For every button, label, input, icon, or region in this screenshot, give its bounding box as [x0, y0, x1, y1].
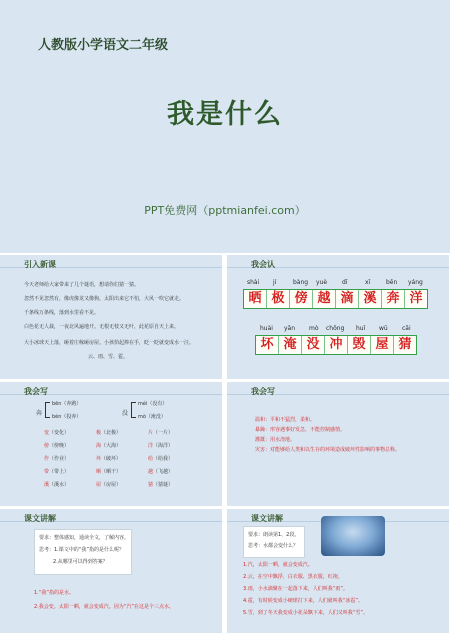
word-cell: 给（给我）	[148, 456, 174, 462]
pinyin: yáng	[408, 279, 423, 286]
polyphone-word: méi（没有）	[138, 401, 168, 407]
hanzi-char: 极	[267, 290, 290, 308]
pinyin: bēn	[386, 279, 398, 286]
answer-line: 1.“我”指的是水。	[34, 590, 74, 596]
word-cell: 作（作业）	[44, 456, 70, 462]
answer-line: 1.汽，太阳一晒，就会变成汽。	[243, 562, 313, 568]
riddle-answer: 云、雨、雪、雹。	[88, 354, 129, 360]
hanzi-char: 傍	[290, 290, 313, 308]
hanzi-char: 奔	[382, 290, 405, 308]
requirement-line: 要求：整体感知，通读全文，了解内容。	[39, 535, 130, 541]
word-cell: 溪（溪水）	[44, 482, 70, 488]
pinyin: huǐ	[356, 325, 366, 332]
definition-line: 暴躁：形容遇事好发急，不能控制感情。	[255, 427, 346, 433]
hanzi-char: 猜	[398, 337, 412, 352]
word-cell: 猜（猜谜）	[148, 482, 174, 488]
hanzi-char: 没	[302, 336, 325, 354]
answer-line: 3.雨，小水滴聚在一起落下来，人们叫我“雨”。	[243, 586, 348, 592]
title-slide[interactable]	[0, 0, 450, 253]
pinyin: jí	[273, 279, 277, 286]
definition-line: 灾害：对能够给人类和以生存的环境造成破坏性影响的事物总称。	[255, 447, 401, 453]
word-cell: 片（一片）	[148, 430, 174, 436]
polyphone-char: 没	[122, 410, 129, 417]
intro-line: 今天老师给大家带来了几个谜语，想请你们猜一猜。	[24, 282, 140, 288]
polyphone-word: bèn（投奔）	[52, 414, 82, 420]
slide-write-words[interactable]	[0, 382, 222, 506]
question-line: 2.从哪里可以得到答案？	[53, 559, 108, 565]
hanzi-char: 冲	[325, 336, 348, 354]
word-cell: 傍（傍晚）	[44, 443, 70, 449]
polyphone-word: bēn（奔跑）	[52, 401, 82, 407]
char-row-1	[243, 289, 428, 309]
slide-intro[interactable]	[0, 255, 222, 379]
slide-title: 我会写	[251, 387, 275, 396]
hanzi-char: 屋	[371, 336, 394, 354]
pinyin: xī	[365, 279, 371, 286]
slide-title: 课文讲解	[251, 514, 283, 523]
word-cell: 带（带上）	[44, 469, 70, 475]
pinyin: chōng	[326, 325, 345, 332]
hanzi-char: 晒	[244, 290, 267, 308]
pinyin: shài	[247, 279, 260, 286]
water-photo	[321, 516, 385, 556]
question-line: 思考：水都会变什么？	[248, 543, 299, 549]
hanzi-char: 洋	[409, 291, 423, 306]
hanzi-char: 越	[313, 290, 336, 308]
pinyin: yān	[284, 325, 296, 332]
word-cell: 海（大海）	[96, 443, 122, 449]
pinyin: mò	[309, 325, 319, 332]
answer-line: 4.雹，有时候变成小硬球打下来，人们就叫我“冰雹”。	[243, 598, 363, 604]
pinyin: wū	[379, 325, 388, 332]
definition-line: 温和：平和不猛烈，柔和。	[255, 417, 316, 423]
slide-lesson-explain-2[interactable]	[227, 509, 449, 633]
word-cell: 变（变化）	[44, 430, 70, 436]
riddle-line: 千条线万条线，落到水里看不见。	[24, 310, 100, 316]
word-cell: 晒（晒干）	[96, 469, 122, 475]
answer-line: 5.雪，到了冬天我变成小花朵飘下来，人们又叫我“雪”。	[243, 610, 368, 616]
riddle-line: 大小冰球天上落，砸着庄稼砸房屋。小孩拾起捧在手，眨一眨就变成水一汪。	[24, 340, 195, 346]
slide-recognize[interactable]	[227, 255, 449, 379]
slide-vocabulary[interactable]	[227, 382, 449, 506]
pinyin: huài	[260, 325, 273, 332]
pinyin: dī	[342, 279, 348, 286]
grade-subtitle: 人教版小学语文二年级	[38, 38, 169, 53]
requirement-line: 要求：朗读第1、2段。	[248, 532, 300, 538]
lesson-title: 我是什么	[167, 99, 283, 130]
word-cell: 越（飞越）	[148, 469, 174, 475]
char-row-2	[255, 335, 417, 355]
answer-line: 2.我会变。太阳一晒，就会变成汽。因为“汽”在这是个三点水。	[34, 604, 174, 610]
pinyin: cāi	[402, 325, 411, 332]
slide-title: 课文讲解	[24, 514, 56, 523]
source-credit: PPT免费网（pptmianfei.com）	[144, 204, 306, 217]
slide-title: 我会认	[251, 260, 275, 269]
answer-line: 2.云，在空中飘浮，白衣服、黑衣服，红袍。	[243, 574, 343, 580]
polyphone-word: mò（淹没）	[138, 414, 166, 420]
slide-lesson-explain-1[interactable]	[0, 509, 222, 633]
pinyin: yuè	[316, 279, 328, 286]
definition-line: 灌溉：用水浇地。	[255, 437, 296, 443]
hanzi-char: 滴	[336, 290, 359, 308]
requirement-box	[243, 526, 305, 558]
brace	[45, 402, 50, 418]
word-cell: 极（北极）	[96, 430, 122, 436]
word-cell: 洋（海洋）	[148, 443, 174, 449]
brace	[131, 402, 136, 418]
word-cell: 坏（破坏）	[96, 456, 122, 462]
question-line: 思考：1.课文中的“我”指的是什么呢？	[39, 547, 124, 553]
polyphone-char: 奔	[36, 410, 43, 417]
pinyin: bàng	[293, 279, 309, 286]
hanzi-char: 淹	[279, 336, 302, 354]
hanzi-char: 毁	[348, 336, 371, 354]
word-cell: 屋（房屋）	[96, 482, 122, 488]
slide-title: 我会写	[24, 387, 48, 396]
riddle-line: 忽然不见忽然有，像虎像龙又像狗。太阳出来它不怕，大风一吹它就走。	[24, 296, 185, 302]
requirement-box	[34, 529, 132, 575]
riddle-line: 白色花无人栽，一夜北风遍地开。无根无枝又无叶，此花原自天上来。	[24, 324, 180, 330]
slide-title: 引入新课	[24, 260, 56, 269]
hanzi-char: 溪	[359, 290, 382, 308]
hanzi-char: 坏	[256, 336, 279, 354]
